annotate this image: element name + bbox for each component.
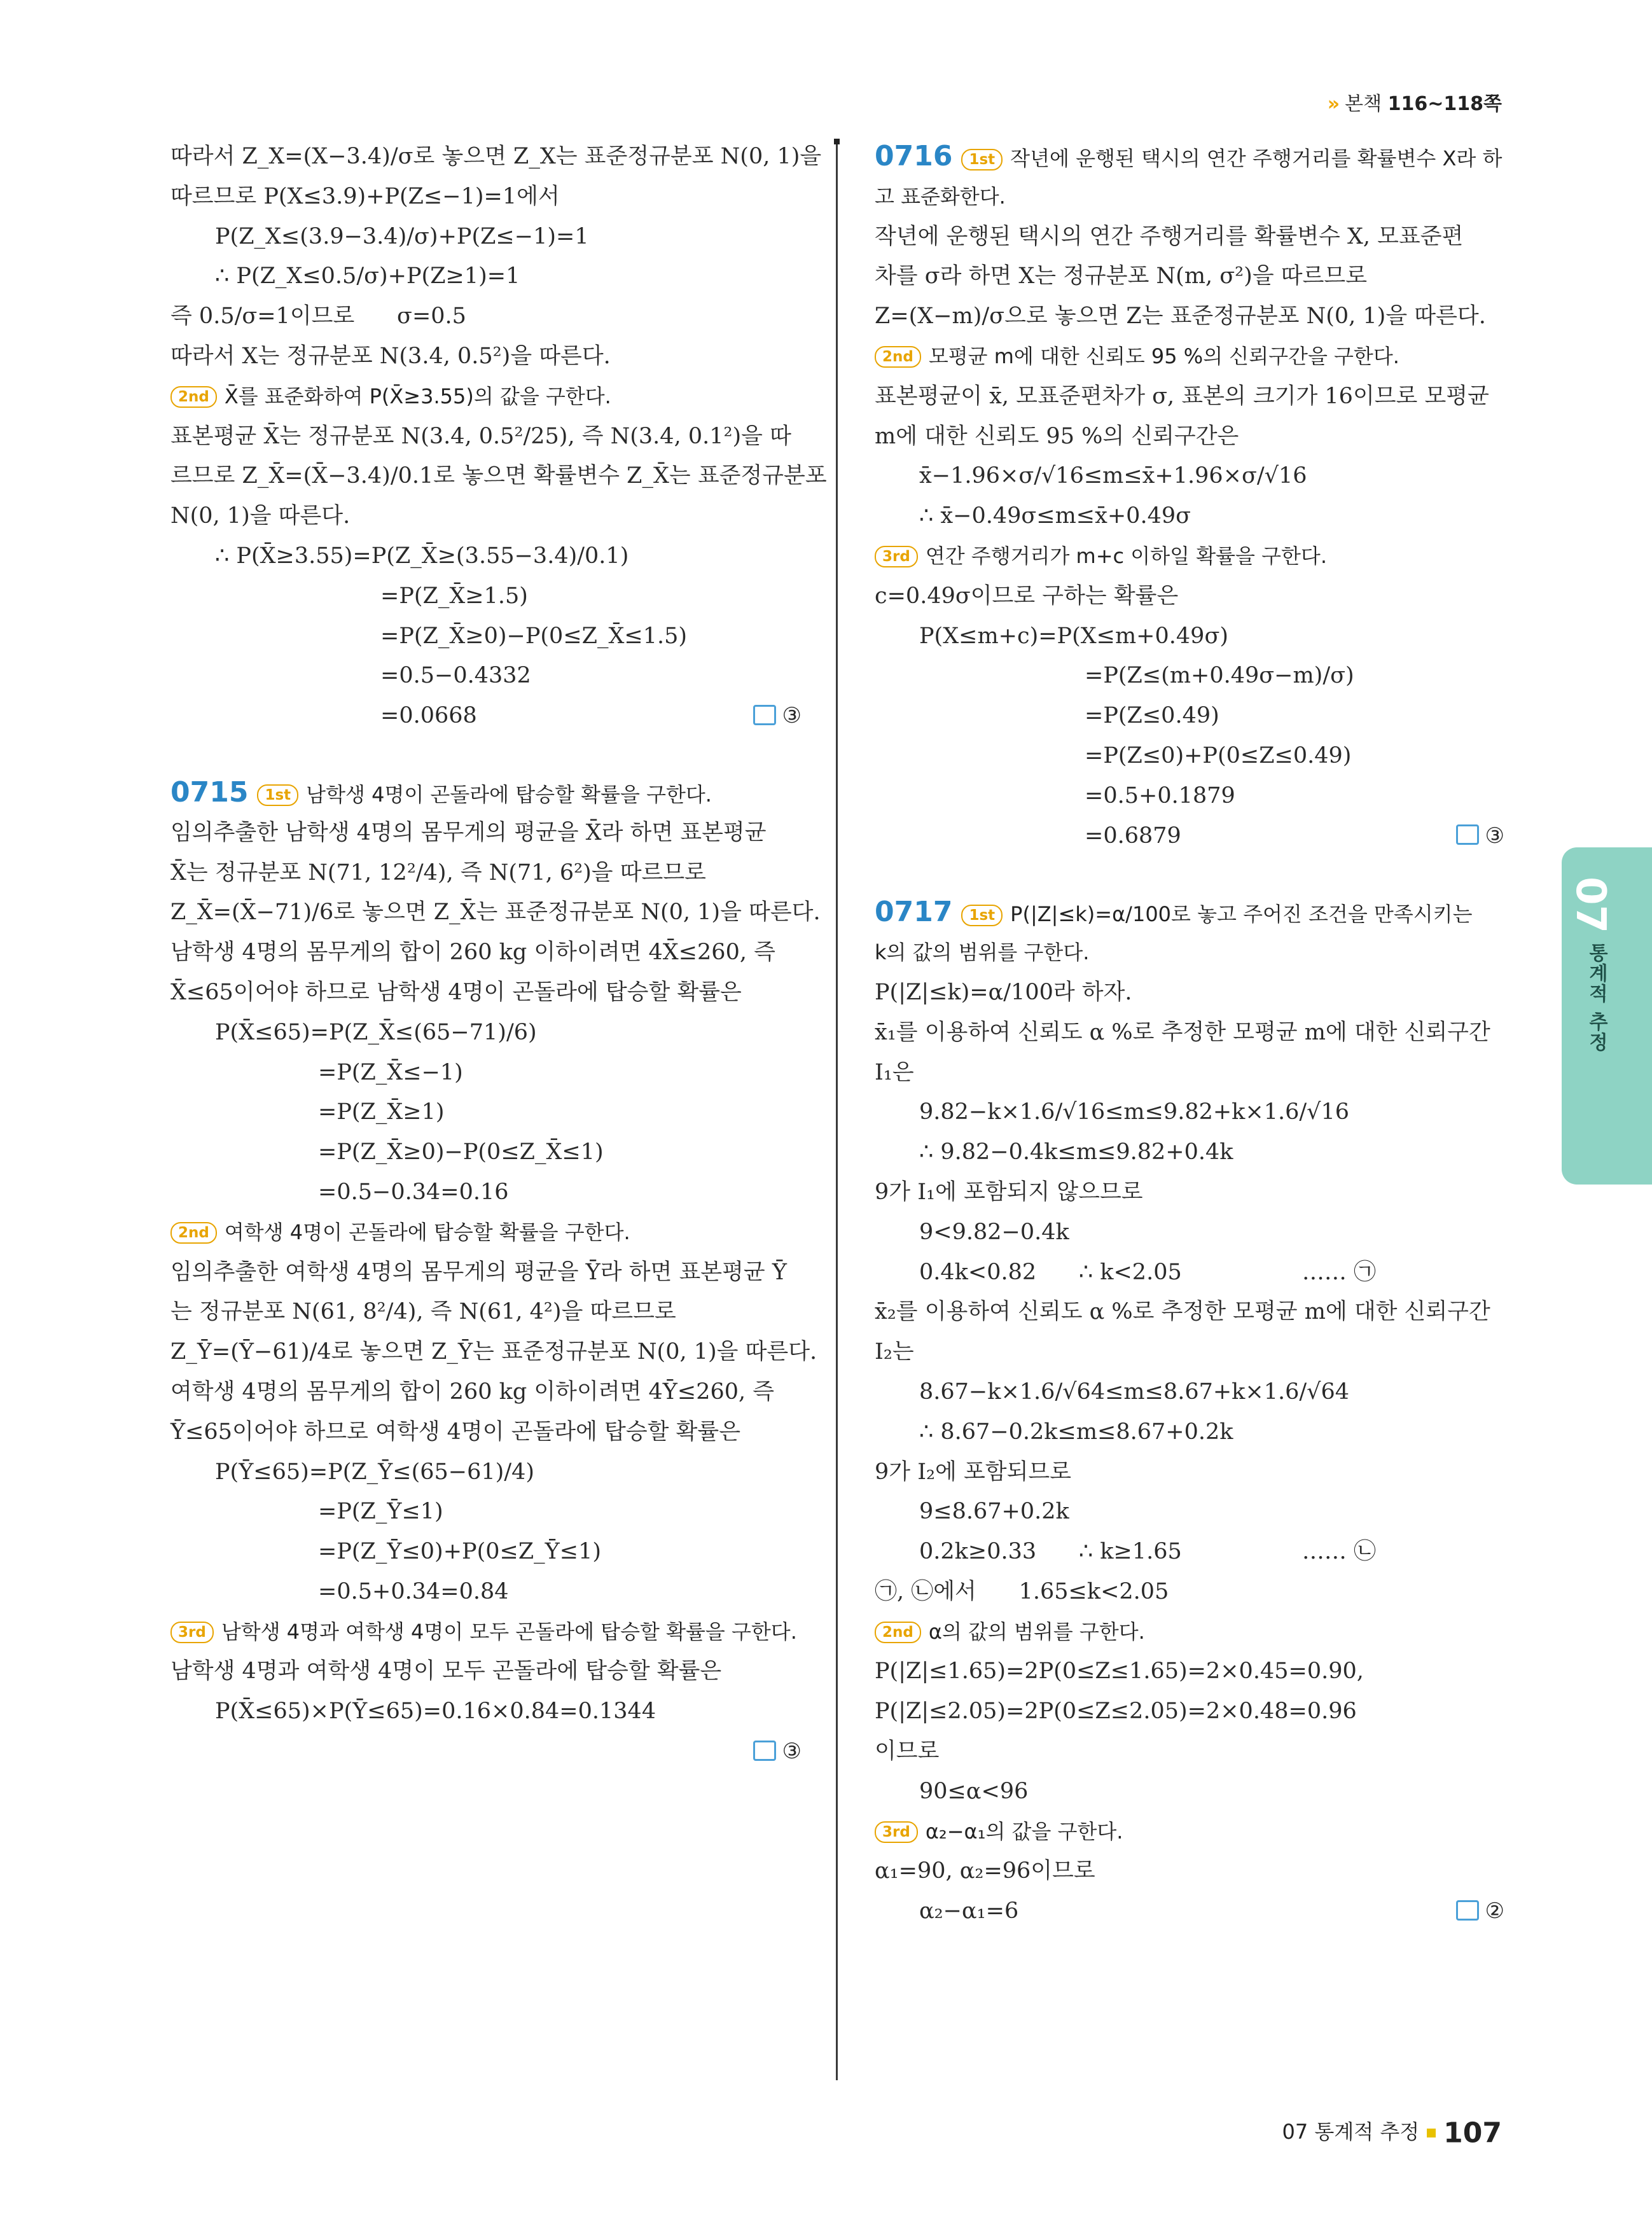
line-text: =P(Z≤0.49)	[1085, 703, 1219, 729]
answer-mark	[753, 1732, 802, 1772]
solution-line	[875, 736, 1504, 776]
line-text: =0.6879	[1085, 823, 1181, 849]
line-text: ∴ 8.67−0.2k≤m≤8.67+0.2k	[919, 1419, 1233, 1445]
solution-line	[875, 1891, 1504, 1931]
line-text: =P(Z≤0)+P(0≤Z≤0.49)	[1085, 742, 1352, 768]
solution-line	[875, 776, 1504, 816]
line-text: 9.82−k×1.6/√16≤m≤9.82+k×1.6/√16	[919, 1099, 1350, 1125]
column-divider	[836, 141, 838, 2080]
solution-line	[170, 616, 802, 657]
left-column	[170, 137, 827, 1772]
solution-line	[875, 1213, 1504, 1253]
answer-mark	[1456, 816, 1504, 856]
solution-line	[170, 1172, 802, 1213]
solution-line	[170, 137, 822, 177]
solution-line	[875, 1492, 1504, 1532]
line-text: =0.5−0.4332	[380, 663, 531, 689]
line-text: 여학생 4명이 곤돌라에 탑승할 확률을 구한다.	[224, 1220, 630, 1244]
problem-number: 0717	[875, 896, 953, 929]
solution-line	[170, 296, 802, 337]
line-text: 차를 σ라 하면 X는 정규분포 N(m, σ²)을 따르므로	[875, 263, 1368, 289]
line-text: P(Ȳ≤65)=P(Z_Ȳ≤(65−61)/4)	[215, 1459, 535, 1485]
solution-line	[875, 1292, 1504, 1332]
solution-line	[875, 1452, 1504, 1492]
solution-line	[170, 1253, 802, 1293]
double-chevron-icon: »	[1327, 93, 1340, 115]
step-line	[875, 933, 1504, 973]
line-text: N(0, 1)을 따른다.	[170, 503, 351, 529]
solution-line	[875, 1132, 1504, 1172]
line-text: α₂−α₁의 값을 구한다.	[925, 1819, 1123, 1844]
step-line	[875, 1612, 1504, 1652]
solution-line	[875, 1253, 1504, 1293]
solution-line	[875, 816, 1504, 856]
right-column	[875, 137, 1504, 1931]
solution-line	[170, 1292, 802, 1332]
solution-line	[875, 1532, 1504, 1572]
solution-line	[170, 496, 802, 536]
solution-line	[170, 1053, 802, 1093]
line-text: 8.67−k×1.6/√64≤m≤8.67+k×1.6/√64	[919, 1379, 1350, 1405]
line-text: α₂−α₁=6	[919, 1898, 1019, 1924]
line-text: 남학생 4명과 여학생 4명이 모두 곤돌라에 탑승할 확률은	[170, 1658, 722, 1685]
chapter-tab-label: 통계적 추정	[1585, 943, 1607, 1053]
solution-line	[875, 1851, 1504, 1891]
line-text: 르므로 Z_X̄=(X̄−3.4)/0.1로 놓으면 확률변수 Z_X̄는 표준정규분포	[170, 463, 827, 489]
step-badge: 1st	[961, 149, 1003, 170]
step-line	[170, 1612, 802, 1652]
problem-number: 0715	[170, 775, 249, 809]
solution-line	[875, 217, 1504, 257]
line-text: 이므로	[875, 1739, 940, 1765]
line-text: =0.5+0.34=0.84	[318, 1578, 509, 1604]
solution-line	[875, 1732, 1504, 1772]
solution-line	[875, 973, 1504, 1013]
solution-line	[875, 616, 1504, 657]
line-text: α₁=90, α₂=96이므로	[875, 1858, 1095, 1884]
line-text: 0.2k≥0.33 ∴ k≥1.65 …… ㉡	[919, 1539, 1376, 1565]
line-text: 따라서 Z_X=(X−3.4)/σ로 놓으면 Z_X는 표준정규분포 N(0, 1)을	[170, 144, 822, 169]
line-text: 는 정규분포 N(61, 8²/4), 즉 N(61, 4²)을 따르므로	[170, 1299, 676, 1325]
solution-line	[170, 177, 802, 217]
line-text: ∴ 9.82−0.4k≤m≤9.82+0.4k	[919, 1139, 1233, 1165]
chapter-tab	[1562, 847, 1652, 1185]
problem-heading	[875, 137, 1504, 177]
solution-line	[170, 696, 802, 736]
page-reference	[1328, 88, 1502, 116]
line-text: I₁은	[875, 1059, 914, 1085]
solution-line	[875, 576, 1504, 616]
line-text: 즉 0.5/σ=1이므로 σ=0.5	[170, 303, 466, 330]
answer-icon	[1456, 1900, 1479, 1921]
solution-line	[170, 1532, 802, 1572]
line-text: Ȳ≤65이어야 하므로 여학생 4명이 곤돌라에 탑승할 확률은	[170, 1419, 741, 1445]
solution-line	[170, 1732, 802, 1772]
line-text: x̄₂를 이용하여 신뢰도 α %로 추정한 모평균 m에 대한 신뢰구간	[875, 1299, 1490, 1325]
solution-line	[170, 813, 802, 853]
line-text: 여학생 4명의 몸무게의 합이 260 kg 이하이려면 4Ȳ≤260, 즉	[170, 1379, 775, 1405]
solution-line	[170, 1372, 802, 1412]
solution-line	[875, 256, 1504, 296]
solution-line	[170, 576, 802, 616]
answer-value: ③	[782, 703, 802, 729]
solution-line	[875, 496, 1504, 536]
line-text: 90≤α<96	[919, 1778, 1029, 1804]
line-text: P(|Z|≤1.65)=2P(0≤Z≤1.65)=2×0.45=0.90,	[875, 1658, 1364, 1685]
solution-line	[875, 1332, 1504, 1372]
page-ref-prefix: 본책	[1345, 93, 1382, 115]
solution-line	[170, 893, 821, 933]
line-text: P(|Z|≤k)=α/100라 하자.	[875, 979, 1132, 1005]
line-text: 고 표준화한다.	[875, 184, 1006, 209]
line-text: =P(Z_X̄≥0)−P(0≤Z_X̄≤1.5)	[380, 623, 688, 649]
section-gap	[875, 856, 1504, 893]
step-line	[875, 1812, 1504, 1852]
line-text: I₂는	[875, 1339, 914, 1365]
line-text: Z=(X−m)/σ으로 놓으면 Z는 표준정규분포 N(0, 1)을 따른다.	[875, 303, 1486, 330]
solution-line	[875, 417, 1504, 457]
solution-line	[170, 1572, 802, 1612]
line-text: P(|Z|≤k)=α/100로 놓고 주어진 조건을 만족시키는	[1010, 902, 1473, 927]
line-text: X̄는 정규분포 N(71, 12²/4), 즉 N(71, 6²)을 따르므로	[170, 859, 706, 886]
solution-line	[170, 1092, 802, 1132]
page-ref-range: 116~118쪽	[1387, 93, 1502, 115]
solution-line	[875, 656, 1504, 696]
line-text: P(X≤m+c)=P(X≤m+0.49σ)	[919, 623, 1228, 649]
problem-heading	[170, 773, 802, 813]
line-text: P(|Z|≤2.05)=2P(0≤Z≤2.05)=2×0.48=0.96	[875, 1699, 1357, 1725]
answer-mark	[1456, 1891, 1504, 1931]
line-text: 임의추출한 남학생 4명의 몸무게의 평균을 X̄라 하면 표본평균	[170, 819, 767, 845]
line-text: 0.4k<0.82 ∴ k<2.05 …… ㉠	[919, 1259, 1376, 1285]
solution-line	[170, 1692, 802, 1732]
line-text: 남학생 4명과 여학생 4명이 모두 곤돌라에 탑승할 확률을 구한다.	[221, 1619, 797, 1644]
solution-line	[170, 933, 802, 973]
solution-line	[875, 1092, 1504, 1132]
line-text: 9가 I₁에 포함되지 않으므로	[875, 1179, 1143, 1205]
line-text: α의 값의 범위를 구한다.	[928, 1619, 1145, 1644]
solution-line	[875, 1572, 1504, 1612]
solution-line	[875, 1412, 1504, 1452]
answer-value: ③	[782, 1739, 802, 1765]
solution-line	[170, 1412, 802, 1452]
solution-line	[170, 1332, 817, 1372]
footer-chapter: 07 통계적 추정	[1282, 2120, 1420, 2144]
answer-value: ③	[1485, 823, 1504, 849]
step-badge: 2nd	[170, 386, 217, 408]
answer-icon	[753, 705, 776, 725]
line-text: 남학생 4명의 몸무게의 합이 260 kg 이하이려면 4X̄≤260, 즉	[170, 940, 775, 966]
line-text: 모평균 m에 대한 신뢰도 95 %의 신뢰구간을 구한다.	[928, 344, 1399, 368]
solution-line	[170, 1013, 802, 1053]
line-text: =0.5−0.34=0.16	[318, 1179, 509, 1205]
line-text: x̄₁를 이용하여 신뢰도 α %로 추정한 모평균 m에 대한 신뢰구간	[875, 1019, 1490, 1045]
line-text: 연간 주행거리가 m+c 이하일 확률을 구한다.	[925, 543, 1328, 568]
line-text: 9≤8.67+0.2k	[919, 1499, 1069, 1525]
page-number: 107	[1443, 2116, 1502, 2150]
step-badge: 3rd	[875, 546, 918, 567]
line-text: x̄−1.96×σ/√16≤m≤x̄+1.96×σ/√16	[919, 463, 1307, 489]
line-text: 작년에 운행된 택시의 연간 주행거리를 확률변수 X라 하	[1010, 146, 1503, 170]
section-gap	[170, 736, 802, 773]
step-badge: 2nd	[170, 1222, 217, 1244]
solution-line	[875, 1013, 1504, 1053]
answer-mark	[753, 696, 802, 736]
solution-line	[170, 417, 802, 457]
step-badge: 1st	[961, 905, 1003, 926]
step-badge: 2nd	[875, 346, 921, 368]
line-text: =P(Z_X̄≥1)	[318, 1099, 445, 1125]
solution-line	[170, 217, 802, 257]
line-text: =P(Z_X̄≥0)−P(0≤Z_X̄≤1)	[318, 1139, 604, 1165]
solution-line	[170, 1132, 802, 1172]
line-text: 표본평균이 x̄, 모표준편차가 σ, 표본의 크기가 16이므로 모평균	[875, 383, 1489, 409]
line-text: ∴ P(Z_X≤0.5/σ)+P(Z≥1)=1	[215, 263, 520, 289]
line-text: 임의추출한 여학생 4명의 몸무게의 평균을 Ȳ라 하면 표본평균 Ȳ	[170, 1259, 787, 1285]
line-text: P(X̄≤65)=P(Z_X̄≤(65−71)/6)	[215, 1019, 537, 1045]
answer-icon	[753, 1741, 776, 1761]
step-badge: 2nd	[875, 1622, 921, 1643]
step-line	[170, 377, 802, 417]
solution-line	[170, 256, 802, 296]
line-text: 9가 I₂에 포함되므로	[875, 1459, 1072, 1485]
solution-line	[170, 337, 802, 377]
chapter-tab-number: 07	[1567, 877, 1614, 934]
line-text: =P(Z≤(m+0.49σ−m)/σ)	[1085, 663, 1354, 689]
solution-line	[875, 296, 1504, 337]
line-text: =P(Z_Ȳ≤1)	[318, 1499, 443, 1525]
line-text: =P(Z_X̄≥1.5)	[380, 583, 528, 609]
solution-line	[875, 1053, 1504, 1093]
step-line	[875, 536, 1504, 576]
solution-line	[875, 1772, 1504, 1812]
solution-line	[170, 1492, 802, 1532]
line-text: =0.0668	[380, 703, 477, 729]
problem-number: 0716	[875, 140, 953, 172]
step-badge: 3rd	[170, 1622, 214, 1643]
line-text: 따르므로 P(X≤3.9)+P(Z≤−1)=1에서	[170, 183, 560, 209]
solution-line	[875, 1651, 1504, 1692]
solution-line	[170, 656, 802, 696]
solution-line	[875, 1372, 1504, 1412]
line-text: X̄≤65이어야 하므로 남학생 4명이 곤돌라에 탑승할 확률은	[170, 979, 742, 1005]
line-text: ∴ P(X̄≥3.55)=P(Z_X̄≥(3.55−3.4)/0.1)	[215, 543, 629, 569]
step-line	[875, 337, 1504, 377]
solution-line	[170, 456, 827, 496]
line-text: =P(Z_Ȳ≤0)+P(0≤Z_Ȳ≤1)	[318, 1539, 602, 1565]
solution-line	[170, 1651, 802, 1692]
solution-line	[170, 973, 802, 1013]
page-footer	[1282, 2116, 1502, 2150]
answer-icon	[1456, 824, 1479, 845]
line-text: 9<9.82−0.4k	[919, 1219, 1069, 1245]
step-badge: 3rd	[875, 1821, 918, 1843]
line-text: m에 대한 신뢰도 95 %의 신뢰구간은	[875, 423, 1239, 449]
line-text: Z_X̄=(X̄−71)/6로 놓으면 Z_X̄는 표준정규분포 N(0, 1)을 따른다.	[170, 900, 821, 926]
solution-line	[875, 1692, 1504, 1732]
line-text: =P(Z_X̄≤−1)	[318, 1059, 463, 1085]
solution-line	[170, 1452, 802, 1492]
problem-heading	[875, 893, 1504, 933]
line-text: =0.5+0.1879	[1085, 782, 1235, 809]
solution-line	[170, 853, 802, 893]
line-text: 남학생 4명이 곤돌라에 탑승할 확률을 구한다.	[306, 782, 712, 807]
line-text: 표본평균 X̄는 정규분포 N(3.4, 0.5²/25), 즉 N(3.4, 0.1²)을 따	[170, 423, 791, 449]
answer-value: ②	[1485, 1898, 1504, 1924]
line-text: c=0.49σ이므로 구하는 확률은	[875, 583, 1179, 609]
line-text: k의 값의 범위를 구한다.	[875, 940, 1090, 965]
step-badge: 1st	[257, 784, 298, 806]
line-text: 작년에 운행된 택시의 연간 주행거리를 확률변수 X, 모표준편	[875, 223, 1464, 249]
solution-line	[875, 1172, 1504, 1213]
solution-line	[875, 377, 1504, 417]
footer-square-icon	[1427, 2129, 1436, 2137]
line-text: X̄를 표준화하여 P(X̄≥3.55)의 값을 구한다.	[224, 384, 611, 408]
line-text: ∴ x̄−0.49σ≤m≤x̄+0.49σ	[919, 503, 1191, 529]
step-line	[875, 177, 1504, 217]
line-text: 따라서 X는 정규분포 N(3.4, 0.5²)을 따른다.	[170, 343, 611, 369]
solution-line	[875, 456, 1504, 496]
line-text: P(X̄≤65)×P(Ȳ≤65)=0.16×0.84=0.1344	[215, 1699, 656, 1725]
step-line	[170, 1213, 802, 1253]
solution-line	[875, 696, 1504, 736]
line-text: P(Z_X≤(3.9−3.4)/σ)+P(Z≤−1)=1	[215, 223, 589, 249]
solution-line	[170, 536, 802, 576]
line-text: Z_Ȳ=(Ȳ−61)/4로 놓으면 Z_Ȳ는 표준정규분포 N(0, 1)을 따른다.	[170, 1339, 817, 1365]
line-text: ㉠, ㉡에서 1.65≤k<2.05	[875, 1578, 1169, 1604]
